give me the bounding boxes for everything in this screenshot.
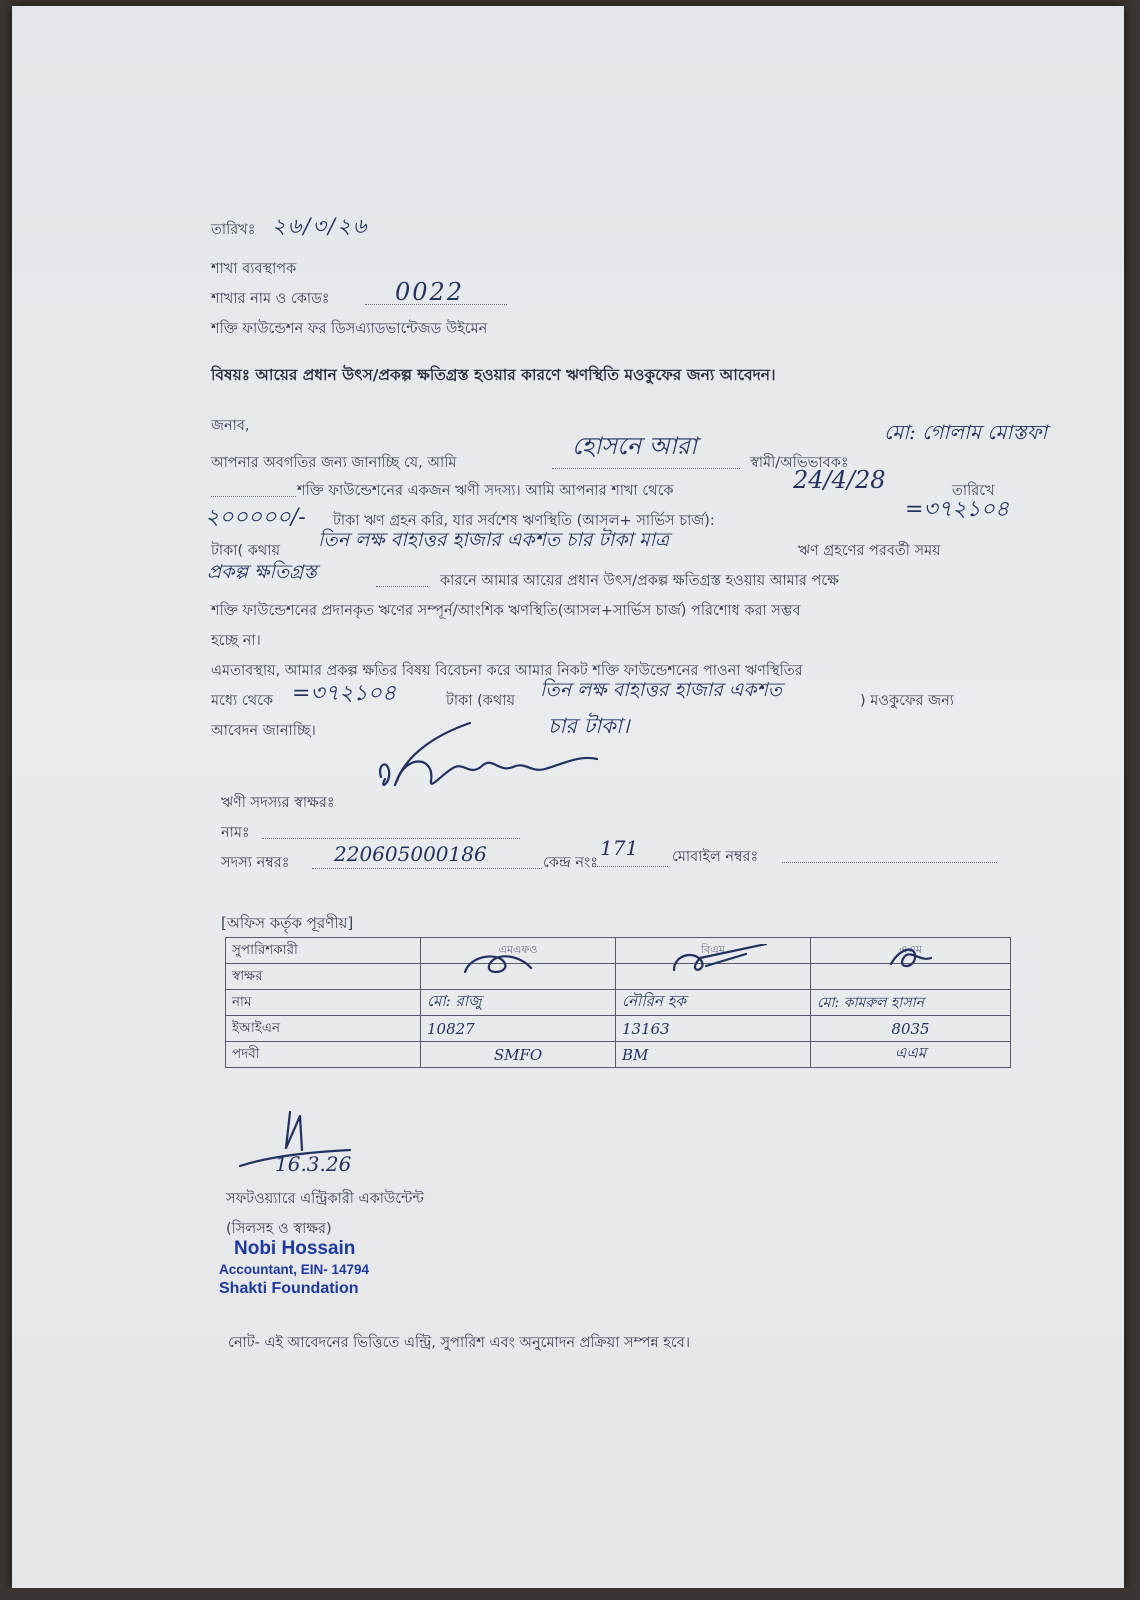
kendra-value: 171 (600, 836, 639, 860)
row-label: সুপারিশকারী (226, 938, 421, 964)
body-line-1a: আপনার অবগতির জন্য জানাচ্ছি যে, আমি (211, 455, 457, 471)
subject-line: বিষয়ঃ আয়ের প্রধান উৎস/প্রকল্প ক্ষতিগ্রস্ত হওয়ার কারণে ঋণস্থিতি মওকুফের জন্য আবেদন। (211, 366, 776, 384)
table-row (226, 1042, 1011, 1068)
office-approval-table (225, 937, 1011, 1068)
am-signature-cell (811, 964, 1011, 990)
member-name-label: নামঃ (221, 825, 250, 841)
table-cell (421, 1016, 616, 1042)
row-label: পদবী (226, 1042, 421, 1068)
row-label: ইআইএন (226, 1016, 421, 1042)
table-cell (421, 990, 616, 1016)
stamp-name: Nobi Hossain (234, 1238, 356, 1259)
recipient-line: শাখা ব্যবস্থাপক (211, 261, 297, 277)
body2-line-2b: টাকা (কথায় (446, 693, 516, 709)
guardian-name: মো: গোলাম মোস্তফা (884, 420, 1048, 444)
table-cell (616, 1016, 811, 1042)
bm-ein: 13163 (622, 1019, 670, 1038)
table-cell (421, 1042, 616, 1068)
organization-name: শক্তি ফাউন্ডেশন ফর ডিসএ্যাডভান্টেজড উইমেন (211, 321, 488, 337)
waiver-amount: =৩৭২১০৪ (292, 681, 397, 706)
stamp-role: Accountant, EIN- 14794 (219, 1262, 370, 1277)
body-line-1b: স্বামী/অভিভাবকঃ (750, 455, 849, 471)
mfo-signature (461, 950, 551, 976)
column-header-mfo: এমএফও (421, 938, 616, 964)
mfo-designation: SMFO (493, 1045, 543, 1064)
column-header-bm: বিএম (616, 938, 811, 964)
loan-balance: =৩৭২১০৪ (905, 497, 1010, 522)
bm-designation: BM (622, 1045, 649, 1064)
branch-code: 0022 (395, 278, 465, 306)
mobile-dots (782, 862, 997, 863)
footnote: নোট- এই আবেদনের ভিত্তিতে এন্ট্রি, সুপারিশ এবং অনুমোদন প্রক্রিয়া সম্পন্ন হবে। (228, 1335, 691, 1351)
mfo-signature-cell (421, 964, 616, 990)
body-line-2a: শক্তি ফাউন্ডেশনের একজন ঋণী সদস্য। আমি আপনার শাখা থেকে (297, 483, 674, 499)
date-value: ২৬/৩/২৬ (272, 214, 369, 238)
body-line-4b: ঋণ গ্রহণের পরবর্তী সময় (798, 543, 941, 559)
applicant-signature (375, 715, 635, 795)
mobile-label: মোবাইল নম্বরঃ (672, 849, 759, 865)
line2-dots (211, 496, 296, 497)
am-signature (881, 944, 941, 978)
bm-name: নৌরিন হক (622, 992, 686, 1010)
damage-reason: প্রকল্প ক্ষতিগ্রস্ত (207, 561, 318, 583)
table-cell (811, 1016, 1011, 1042)
branch-label: শাখার নাম ও কোডঃ (211, 291, 330, 307)
accountant-note: (সিলসহ ও স্বাক্ষর) (226, 1221, 332, 1237)
bm-signature-cell (616, 964, 811, 990)
am-designation: এএম (894, 1044, 927, 1062)
row-label: নাম (226, 990, 421, 1016)
body2-line-2c: ) মওকুফের জন্য (860, 693, 954, 709)
body-line-6: শক্তি ফাউন্ডেশনের প্রদানকৃত ঋণের সম্পূর্ন/আংশিক ঋণস্থিতি(আসল+সার্ভিস চার্জ) পরিশোধ করা সম্ভব (211, 603, 801, 619)
table-cell (616, 990, 811, 1016)
table-cell (811, 990, 1011, 1016)
kendra-dots (592, 866, 668, 867)
reason-dots (376, 586, 428, 587)
table-row (226, 964, 1011, 990)
member-name-dots (262, 838, 520, 839)
body-line-3a: টাকা ঋণ গ্রহন করি, যার সর্বশেষ ঋণস্থিতি (আসল+ সার্ভিস চার্জ): (333, 513, 715, 529)
body-line-4a: টাকা( কথায় (211, 543, 281, 559)
balance-in-words: তিন লক্ষ বাহাত্তর হাজার একশত চার টাকা মাত্র (318, 529, 670, 551)
column-header-am: এএম (811, 938, 1011, 964)
accountant-date: 16.3.26 (275, 1152, 352, 1176)
salutation: জনাব, (211, 418, 250, 434)
background-strip (0, 1588, 1140, 1600)
row-label: স্বাক্ষর (226, 964, 421, 990)
mfo-name: মো: রাজু (427, 992, 482, 1010)
body-line-7: হচ্ছে না। (211, 633, 261, 649)
am-ein: 8035 (891, 1019, 930, 1038)
body-line-2b: তারিখে (952, 483, 995, 499)
member-signature-label: ঋণী সদস্যর স্বাক্ষরঃ (221, 795, 335, 811)
mfo-ein: 10827 (427, 1019, 475, 1038)
body2-line-2a: মধ্যে থেকে (211, 693, 274, 709)
office-section-title: [অফিস কর্তৃক পূরণীয়] (221, 914, 354, 932)
waiver-in-words: তিন লক্ষ বাহাত্তর হাজার একশত (540, 679, 783, 701)
table-row (226, 1016, 1011, 1042)
loan-date: 24/4/28 (793, 466, 886, 494)
date-label: তারিখঃ (211, 222, 256, 238)
kendra-label: কেন্দ্র নংঃ (543, 855, 598, 871)
waiver-in-words-continued: চার টাকা। (548, 714, 630, 738)
stamp-organization: Shakti Foundation (219, 1280, 359, 1297)
loan-amount: ২০০০০০/- (205, 505, 306, 530)
member-number-label: সদস্য নম্বরঃ (221, 855, 290, 871)
am-name: মো: কামরুল হাসান (817, 994, 925, 1011)
body-line-5a: কারনে আমার আয়ের প্রধান উৎস/প্রকল্প ক্ষতিগ্রস্ত হওয়ায় আমার পক্ষে (440, 573, 839, 589)
table-cell (616, 1042, 811, 1068)
body2-line-3: আবেদন জানাচ্ছি। (211, 723, 316, 739)
body2-line-1: এমতাবস্থায়, আমার প্রকল্প ক্ষতির বিষয় বিবেচনা করে আমার নিকট শক্তি ফাউন্ডেশনের পাওনা ঋণস্থিতির (211, 663, 803, 679)
accountant-title: সফটওয়্যারে এন্ট্রিকারী একাউন্টেন্ট (226, 1191, 424, 1207)
table-cell (811, 1042, 1011, 1068)
table-row (226, 990, 1011, 1016)
member-number-dots (312, 868, 542, 869)
applicant-name: হোসনে আরা (572, 432, 697, 460)
name-dots (552, 468, 740, 469)
member-number-value: 220605000186 (334, 842, 487, 866)
bm-signature (666, 944, 776, 978)
